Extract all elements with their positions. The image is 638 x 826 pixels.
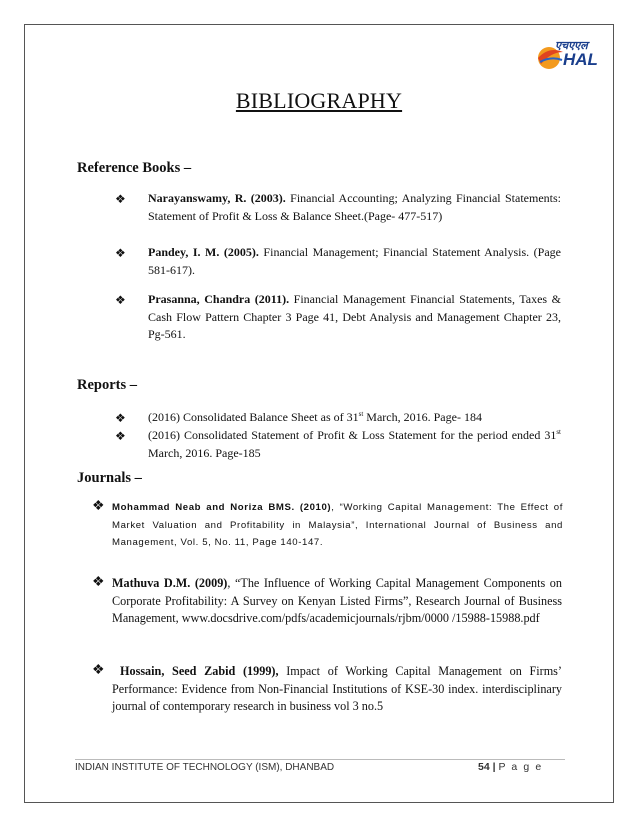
book-author: Narayanswamy, R. (2003). bbox=[148, 191, 286, 205]
page-title: BIBLIOGRAPHY bbox=[235, 88, 403, 113]
bullet-icon: ❖ bbox=[92, 499, 105, 514]
report-entry: (2016) Consolidated Statement of Profit & Loss Statement for the period ended 31st March, 2016. Page-185 bbox=[148, 428, 561, 460]
bullet-icon: ❖ bbox=[115, 192, 126, 206]
journal-details: Impact of Working Capital Management on Firms’ Performance: Evidence from Non-Financial Institutions of KSE-30 index. interdisciplinary journal of contemporary research in business vol 3 no.5 bbox=[112, 664, 562, 713]
book-entry bbox=[148, 244, 561, 279]
book-author: Prasanna, Chandra (2011). bbox=[148, 292, 290, 306]
footer-institute: INDIAN INSTITUTE OF TECHNOLOGY (ISM), DHANBAD bbox=[75, 762, 335, 773]
report-entry: (2016) Consolidated Balance Sheet as of 31st March, 2016. Page- 184 bbox=[148, 410, 482, 424]
logo-text: HAL bbox=[563, 50, 598, 69]
footer-page-number: 54 | P a g e bbox=[478, 761, 543, 773]
journal-author: Mohammad Neab and Noriza BMS. (2010) bbox=[112, 502, 332, 513]
book-details: Financial Accounting; Analyzing Financial Statements: Statement of Profit & Loss & Balance Sheet.(Page- 477-517) bbox=[148, 191, 561, 223]
bullet-icon: ❖ bbox=[92, 575, 105, 590]
journal-entry bbox=[112, 663, 562, 716]
journals-heading: Journals – bbox=[77, 470, 142, 486]
bullet-icon: ❖ bbox=[92, 663, 105, 678]
journal-author: Hossain, Seed Zabid (1999), bbox=[120, 664, 279, 678]
reports-heading: Reports – bbox=[77, 377, 138, 393]
hal-logo bbox=[535, 38, 607, 72]
book-author: Pandey, I. M. (2005). bbox=[148, 245, 259, 259]
book-details: Financial Management Financial Statements, Taxes & Cash Flow Pattern Chapter 3 Page 41, Debt Analysis and Management Chapter 23, Pg-561. bbox=[148, 292, 561, 341]
logo-hindi-text: एचएएल bbox=[555, 39, 588, 52]
page-label: P a g e bbox=[498, 761, 543, 773]
footer-divider bbox=[75, 759, 565, 760]
journal-details: , “Working Capital Management: The Effect of Market Valuation and Profitability in Malaysia”, International Journal of Business and Management, Vol. 5, No. 11, Page 140-147. bbox=[112, 502, 563, 548]
bullet-icon: ❖ bbox=[115, 411, 126, 425]
book-entry bbox=[148, 190, 561, 225]
bullet-icon: ❖ bbox=[115, 293, 126, 307]
journal-author: Mathuva D.M. (2009) bbox=[112, 576, 228, 590]
page-number: 54 bbox=[478, 761, 490, 773]
bullet-icon: ❖ bbox=[115, 246, 126, 260]
journal-entry bbox=[112, 575, 562, 628]
journal-entry bbox=[112, 499, 563, 552]
reference-books-heading: Reference Books – bbox=[77, 160, 192, 176]
bullet-icon: ❖ bbox=[115, 429, 126, 443]
book-entry bbox=[148, 291, 561, 344]
book-details: Financial Management; Financial Statement Analysis. (Page 581-617). bbox=[148, 245, 561, 277]
journal-details: , “The Influence of Working Capital Management Components on Corporate Profitability: A Survey on Kenyan Listed Firms”, Research Journal of Business Management, www.docsdrive.com/pdfs/academicjournals/rjbm/0000 /15988-15988.pdf bbox=[112, 576, 562, 625]
